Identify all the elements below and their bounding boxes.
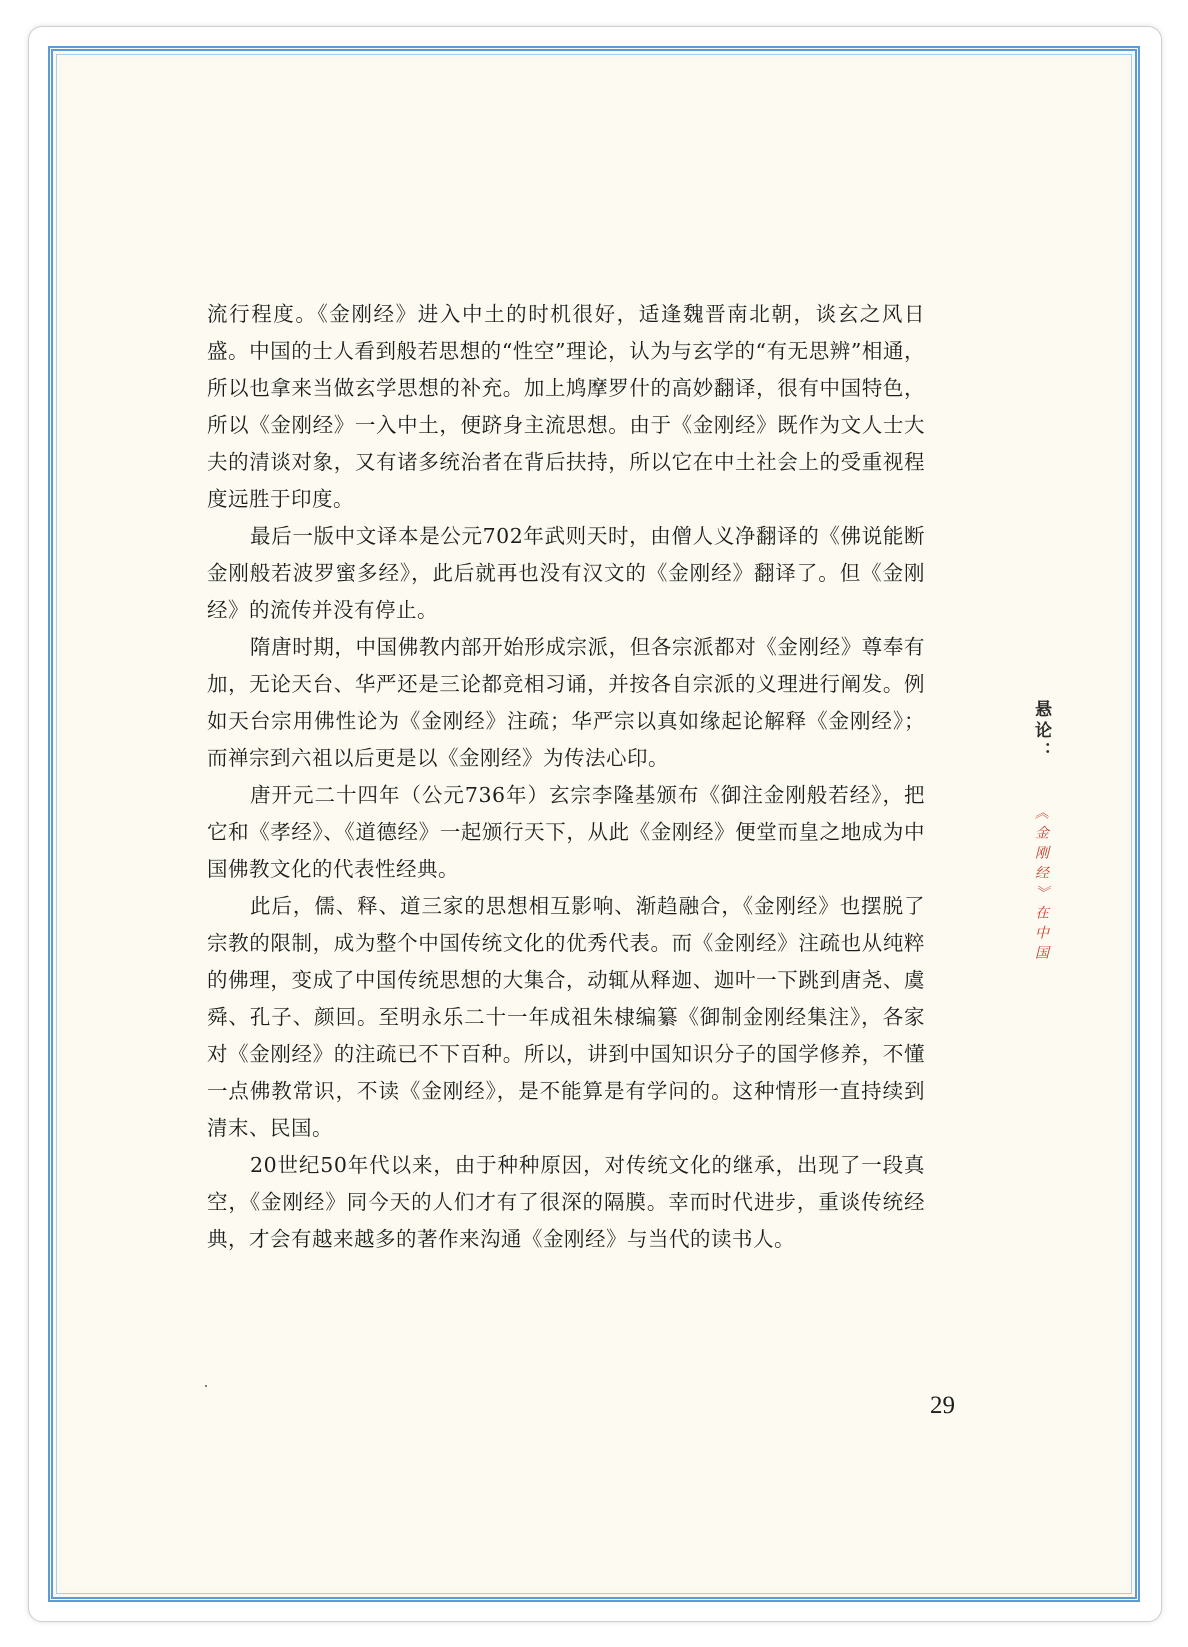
paragraph-4: 唐开元二十四年（公元736年）玄宗李隆基颁布《御注金刚般若经》，把它和《孝经》、《道德经》一起颁行天下，从此《金刚经》便堂而皇之地成为中国佛教文化的代表性经典。 (207, 783, 925, 881)
running-head-section: 悬论： (1031, 700, 1051, 763)
paragraph-6: 20世纪50年代以来，由于种种原因，对传统文化的继承，出现了一段真空，《金刚经》同今天的人们才有了很深的隔膜。幸而时代进步，重谈传统经典，才会有越来越多的著作来沟通《金刚经》与当代的读书人。 (207, 1153, 925, 1251)
paragraph-5: 此后，儒、释、道三家的思想相互影响、渐趋融合，《金刚经》也摆脱了宗教的限制，成为整个中国传统文化的优秀代表。而《金刚经》注疏也从纯粹的佛理，变成了中国传统思想的大集合，动辄从释迦、迦叶一下跳到唐尧、虞舜、孔子、颜回。至明永乐二十一年成祖朱棣编纂《御制金刚经集注》，各家对《金刚经》的注疏已不下百种。所以，讲到中国知识分子的国学修养，不懂一点佛教常识，不读《金刚经》，是不能算是有学问的。这种情形一直持续到清末、民国。 (207, 894, 925, 1140)
paragraph-2: 最后一版中文译本是公元702年武则天时，由僧人义净翻译的《佛说能断金刚般若波罗蜜多经》，此后就再也没有汉文的《金刚经》翻译了。但《金刚经》的流传并没有停止。 (207, 524, 925, 622)
print-speck (205, 1385, 207, 1387)
page-number: 29 (930, 1392, 955, 1419)
paragraph-1: 流行程度。《金刚经》进入中土的时机很好，适逢魏晋南北朝，谈玄之风日盛。中国的士人看到般若思想的“性空”理论，认为与玄学的“有无思辨”相通，所以也拿来当做玄学思想的补充。加上鸠摩罗什的高妙翻译，很有中国特色，所以《金刚经》一入中土，便跻身主流思想。由于《金刚经》既作为文人士大夫的清谈对象，又有诸多统治者在背后扶持，所以它在中土社会上的受重视程度远胜于印度。 (207, 302, 925, 511)
running-head-chapter: 《金刚经》在中国 (1033, 805, 1049, 965)
paragraph-3: 隋唐时期，中国佛教内部开始形成宗派，但各宗派都对《金刚经》尊奉有加，无论天台、华严还是三论都竞相习诵，并按各自宗派的义理进行阐发。例如天台宗用佛性论为《金刚经》注疏；华严宗以真如缘起论解释《金刚经》；而禅宗到六祖以后更是以《金刚经》为传法心印。 (207, 635, 925, 770)
body-text (207, 296, 925, 1258)
running-head (1026, 700, 1056, 965)
